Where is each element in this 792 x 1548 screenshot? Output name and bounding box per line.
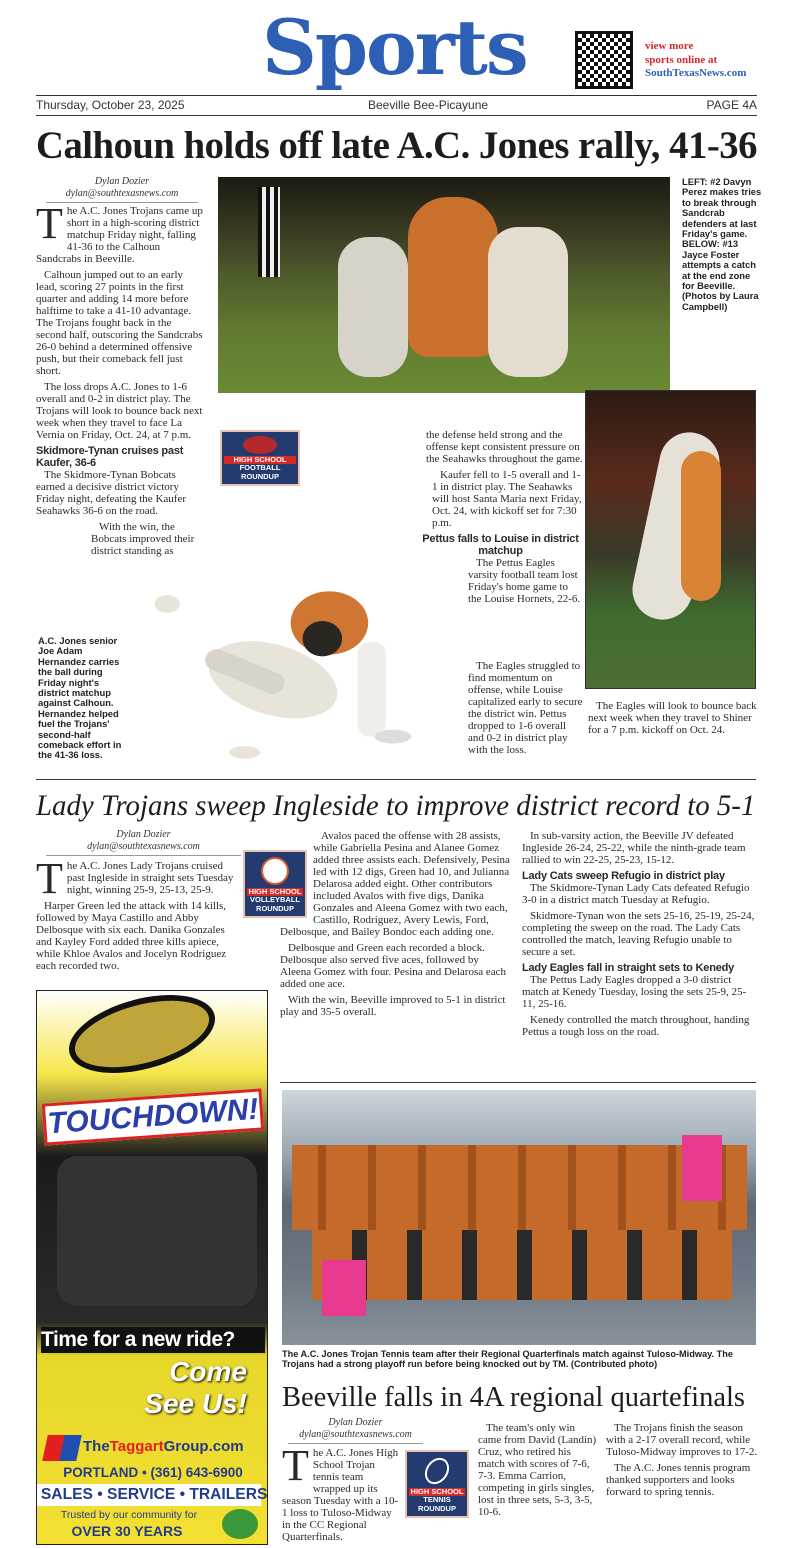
paragraph: the defense held strong and the offense kept consistent pressure on the Seahawks throughout the game. (426, 429, 583, 465)
promo-link[interactable]: SouthTexasNews.com (645, 67, 747, 79)
online-promo[interactable] (645, 40, 746, 81)
badge-label: FOOTBALL (239, 463, 281, 472)
paragraph: With the win, Beeville improved to 5-1 in district play and 35-5 overall. (280, 994, 506, 1018)
paragraph: The loss drops A.C. Jones to 1-6 overall and 0-2 in district play. The Trojans will look to bounce back next week when they travel to face La Vernia on Friday, Oct. 24, at 7 p.m. (36, 381, 203, 441)
paper-name: Beeville Bee-Picayune (368, 98, 489, 112)
volleyball-icon (261, 857, 289, 885)
subhead: Lady Eagles fall in straight sets to Kenedy (522, 962, 735, 974)
badge-label: VOLLEYBALL (250, 895, 300, 904)
byline-email[interactable]: dylan@southtexasnews.com (87, 841, 200, 852)
paragraph: The Eagles struggled to find momentum on offense, while Louise capitalized early to secure the district win. Pettus dropped to 1-6 overall and 0-2 in district play with the loss. (468, 660, 583, 756)
section-divider (36, 779, 756, 780)
story2-headline: Lady Trojans sweep Ingleside to improve district record to 5-1 (36, 790, 756, 822)
player-cutout-hernandez (132, 585, 414, 765)
badge-label: ROUNDUP (256, 903, 294, 913)
masthead-rule-bottom (36, 115, 757, 116)
tennis-team-photo (282, 1090, 756, 1345)
story3-column-1 (282, 1441, 400, 1547)
story2-byline (46, 829, 241, 856)
page-number: PAGE 4A (706, 98, 757, 112)
volleyball-roundup-badge (243, 850, 307, 918)
ad-line-2: Come (169, 1356, 247, 1387)
ad-banner: TOUCHDOWN! (42, 1088, 264, 1145)
paragraph: Kenedy controlled the match throughout, handing Pettus a tough loss on the road. (522, 1014, 750, 1038)
paragraph: Calhoun jumped out to an early lead, scoring 27 points in the first quarter and adding 14 more before halftime to take a 41-10 advantage. The Trojans fought back in the second half, outscoring the Sandcrabs 26-0 behind a determined offensive push, but their comeback fell just short. (36, 269, 203, 377)
football-graphic-icon (60, 990, 223, 1087)
paragraph: With the win, the Bobcats improved their district standing as (91, 521, 195, 557)
byline-name: Dylan Dozier (94, 176, 150, 187)
byline-name: Dylan Dozier (328, 1417, 383, 1428)
community-seal-icon (222, 1509, 258, 1539)
story2-column-2 (248, 830, 510, 1022)
story1-headline: Calhoun holds off late A.C. Jones rally, 41-36 (36, 124, 757, 167)
paragraph: The Skidmore-Tynan Lady Cats defeated Refugio 3-0 in a district match Tuesday at Refugio. (522, 882, 750, 906)
paragraph: The Eagles will look to bounce back next week when they travel to Shiner for a 7 p.m. kickoff on Oct. 24. (588, 700, 757, 736)
promo-line-2: sports online at (645, 53, 718, 66)
badge-label: HIGH SCHOOL (224, 456, 296, 465)
qr-code-icon (575, 31, 633, 89)
paragraph: Avalos paced the offense with 28 assists, while Gabriella Pesina and Alanee Gomez added three assists each. Defensively, Pesina led with 12 digs, Green had 10, and Julianna Delarosa added eight. Other contributors included Avalos with five digs, Danika Gonzales and Aleena Gomez with two each, Castillo, Rodriguez, Avery Lewis, Ford, Delbosque, and Bailey Bondoc each adding one. (280, 830, 510, 938)
badge-label: ROUNDUP (241, 471, 279, 481)
paragraph: The Trojans finish the season with a 2-17 overall record, while Tuloso-Midway improves to 17-2. (606, 1422, 758, 1458)
football-photo-foster (585, 390, 756, 689)
subhead: Lady Cats sweep Refugio in district play (522, 870, 725, 882)
ad-line-3: See Us! (144, 1388, 247, 1419)
football-roundup-badge (220, 430, 300, 486)
masthead-title: Sports (262, 3, 527, 92)
paragraph: he A.C. Jones Trojans came up short in a high-scoring district matchup Friday night, falling 41-36 to the Calhoun Sandcrabs in Beeville. (36, 205, 203, 265)
masthead-rule-top (36, 95, 757, 96)
brand-part: Group.com (163, 1438, 244, 1455)
badge-label: ROUNDUP (418, 1503, 456, 1513)
jeep-image (57, 1156, 257, 1306)
story3-column-2 (478, 1422, 600, 1522)
ad-line-1: Time for a new ride? (41, 1327, 265, 1353)
story1-column-2 (418, 429, 583, 609)
football-icon (243, 436, 277, 454)
brand-part: Taggart (109, 1438, 164, 1455)
paragraph: The Skidmore-Tynan Bobcats earned a decisive district victory Friday night, defeating the Kaufer Seahawks 36-6 on the road. (36, 469, 186, 517)
story3-headline: Beeville falls in 4A regional quartefinals (282, 1382, 745, 1413)
story2-column-1 (36, 854, 241, 976)
paragraph: The A.C. Jones tennis program thanked supporters and looks forward to spring tennis. (606, 1462, 751, 1498)
story1-byline (46, 176, 198, 203)
paragraph: The Pettus Eagles varsity football team lost Friday's home game to the Louise Hornets, 22-6. (468, 557, 581, 605)
paragraph: he A.C. Jones Lady Trojans cruised past Ingleside in straight sets Tuesday night, winning 25-9, 25-13, 25-9. (66, 860, 234, 896)
subhead: Pettus falls to Louise in district matchup (422, 533, 579, 557)
story1-column-3 (468, 660, 583, 760)
paragraph: In sub-varsity action, the Beeville JV defeated Ingleside 26-24, 25-22, while the ninth-grade team rallied to win 22-25, 25-23, 15-12. (522, 830, 746, 866)
ad-location: PORTLAND • (361) 643-6900 (63, 1465, 243, 1480)
ad-services: SALES • SERVICE • TRAILERS (37, 1484, 261, 1506)
taggart-advertisement[interactable] (36, 990, 268, 1545)
brand-part: The (83, 1438, 110, 1455)
byline-email[interactable]: dylan@southtexasnews.com (65, 188, 179, 199)
byline-name: Dylan Dozier (116, 829, 171, 840)
story3-byline (288, 1417, 423, 1444)
dateline (36, 97, 757, 114)
tennis-photo-caption: The A.C. Jones Trojan Tennis team after their Regional Quarterfinals match against Tuloso-Midway. The Trojans had a strong playoff run before being knocked out by TM. (Contributed photo) (282, 1349, 733, 1369)
paragraph: Delbosque and Green each recorded a block. Delbosque also served five aces, followed by Aleena Gomez with four. Pesina and Delarosa each added one ace. (280, 942, 507, 990)
issue-date: Thursday, October 23, 2025 (36, 98, 185, 112)
badge-label: HIGH SCHOOL (410, 1486, 464, 1496)
paragraph: he A.C. Jones High School Trojan tennis team wrapped up its season Tuesday with a 10-1 loss to Tuloso-Midway in the CC Regional Quarterfinals. (282, 1447, 399, 1543)
taggart-logo-icon (42, 1435, 82, 1461)
tennis-divider (280, 1082, 756, 1083)
badge-label: HIGH SCHOOL (248, 886, 302, 896)
paragraph: Kaufer fell to 1-5 overall and 1-1 in district play. The Seahawks will host Santa Maria next Friday, Oct. 24, with kickoff set for 7:30 p.m. (432, 469, 582, 529)
tennis-racket-icon (420, 1453, 454, 1489)
promo-line-1: view more (645, 40, 694, 52)
drop-cap: T (36, 854, 63, 903)
photo-caption-top: LEFT: #2 Davyn Perez makes tries to break through Sandcrab defenders at last Friday's game. BELOW: #13 Jayce Foster attempts a catch at the end zone for Beeville. (Photos by Laura Campbell) (682, 176, 762, 312)
tennis-roundup-badge (405, 1450, 469, 1518)
football-photo-perez (218, 177, 670, 393)
paragraph: The Pettus Lady Eagles dropped a 3-0 district match at Kenedy Tuesday, losing the sets 25-9, 25-11, 25-16. (522, 974, 747, 1010)
paragraph: Skidmore-Tynan won the sets 25-16, 25-19, 25-24, completing the sweep on the road. The Lady Cats controlled the match, leaving Refugio unable to secure a set. (522, 910, 755, 958)
drop-cap: T (36, 199, 63, 248)
ad-trust-1: Trusted by our community for (60, 1509, 198, 1521)
story1-column-1 (36, 199, 204, 561)
photo-caption-left: A.C. Jones senior Joe Adam Hernandez carries the ball during Friday night's district matchup against Calhoun. Hernandez helped fuel the Trojans' second-half comeback effort in the 41-36 loss. (38, 635, 122, 761)
byline-email[interactable]: dylan@southtexasnews.com (299, 1429, 412, 1440)
subhead: Skidmore-Tynan cruises past Kaufer, 36-6 (36, 445, 184, 469)
ad-trust-2: OVER 30 YEARS (71, 1523, 183, 1539)
drop-cap: T (282, 1441, 309, 1490)
ad-brand (83, 1438, 263, 1456)
paragraph: Harper Green led the attack with 14 kills, followed by Maya Castillo and Abby Delbosque with six each. Danika Gonzales and Kayley Ford added three kills apiece, while Khloe Avalos and Jocelyn Rodriguez each recorded two. (36, 900, 227, 972)
story3-column-3 (606, 1422, 758, 1502)
paragraph: The team's only win came from David (Landin) Cruz, who retired his match with scores of 7-6, 7-3. Emma Carrion, competing in girls singles, lost in three sets, 5-3, 3-5, 10-6. (478, 1422, 597, 1518)
story2-column-3 (522, 830, 758, 1042)
story1-column-4 (588, 700, 758, 740)
badge-label: TENNIS (423, 1495, 451, 1504)
